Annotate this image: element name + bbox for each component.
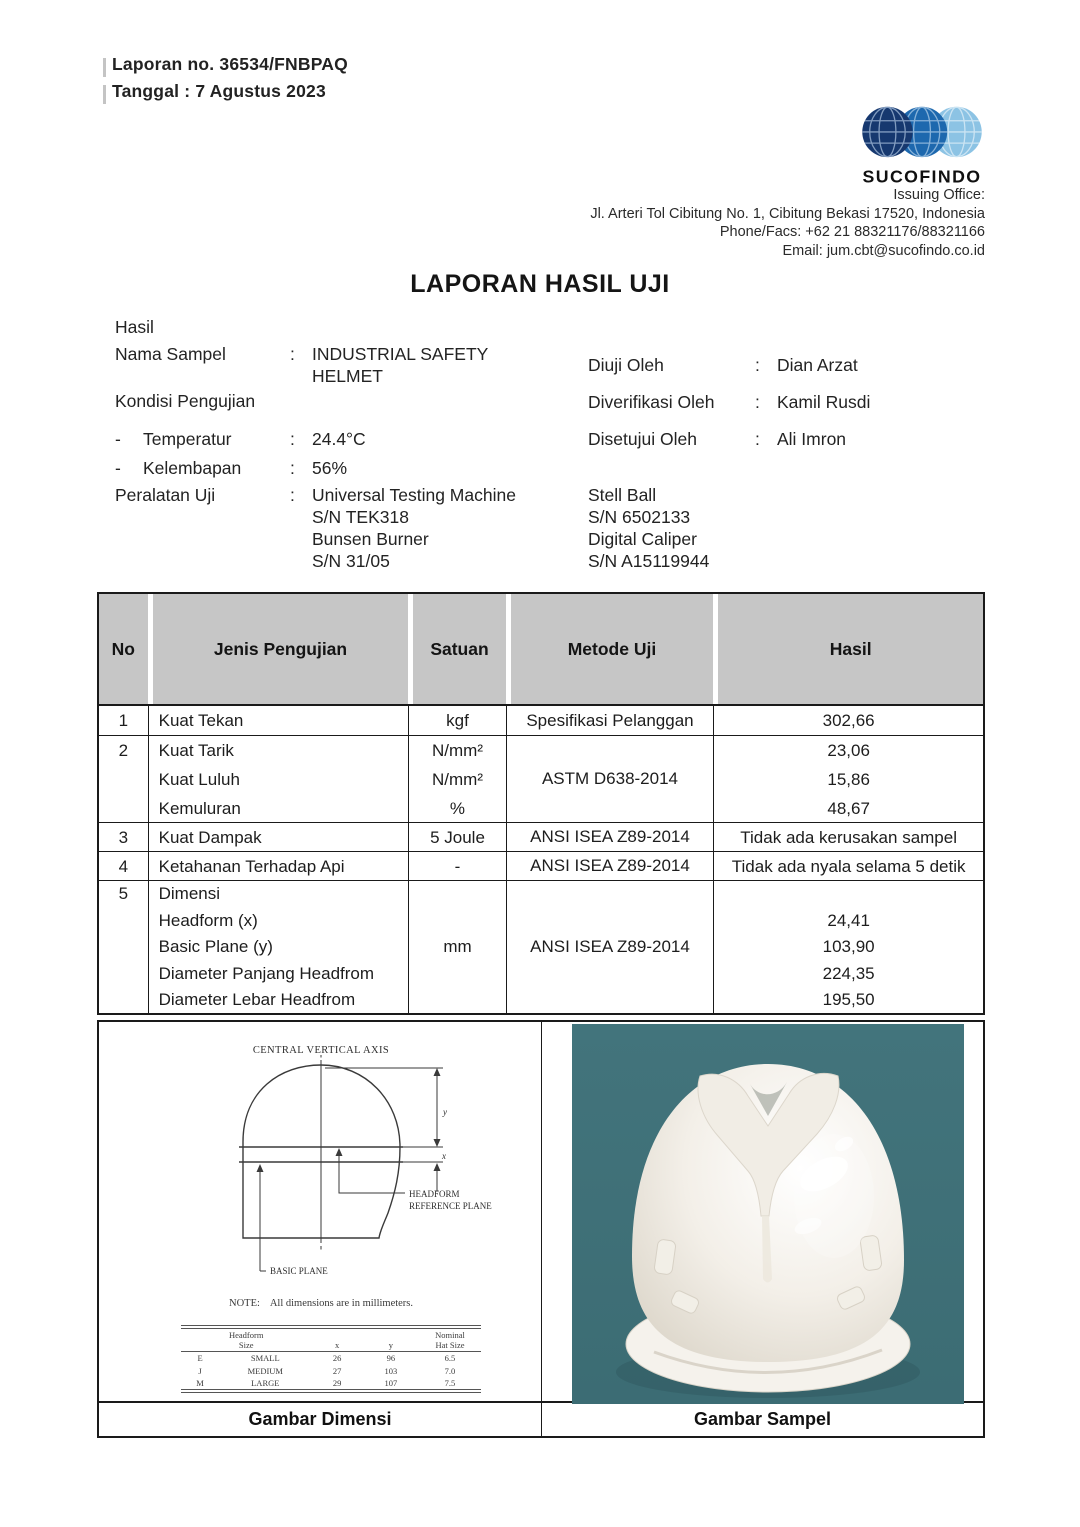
kondisi-label: Kondisi Pengujian bbox=[115, 391, 256, 411]
kelembapan-row: - Kelembapan : 56% bbox=[115, 458, 348, 478]
diagram-note: NOTE: All dimensions are in millimeters. bbox=[229, 1298, 414, 1309]
issuer-phone: Phone/Facs: +62 21 88321176/88321166 bbox=[719, 224, 985, 240]
hasil-line: Hasil bbox=[115, 317, 154, 337]
table-row: 4 Ketahanan Terhadap Api - ANSI ISEA Z89-2014 Tidak ada nyala selama 5 detik bbox=[99, 851, 983, 880]
report-date: Tanggal : 7 Agustus 2023 bbox=[112, 81, 326, 101]
disetujui-label: Disetujui Oleh bbox=[588, 429, 697, 449]
figure-captions bbox=[99, 1401, 983, 1436]
sucofindo-logo bbox=[852, 98, 992, 192]
size-row: E SMALL 26 96 6.5 bbox=[197, 1353, 456, 1364]
diverifikasi-row: Diverifikasi Oleh : Kamil Rusdi bbox=[588, 392, 871, 412]
svg-text:x: x bbox=[442, 1151, 446, 1161]
svg-text:BASIC PLANE: BASIC PLANE bbox=[270, 1266, 328, 1276]
temperatur-row: - Temperatur : 24.4°C bbox=[115, 429, 366, 449]
page-title: LAPORAN HASIL UJI bbox=[410, 270, 670, 298]
results-table bbox=[97, 592, 985, 1015]
svg-text:REFERENCE PLANE: REFERENCE PLANE bbox=[409, 1201, 492, 1211]
dimension-figure-cell bbox=[99, 1022, 542, 1401]
headform-size-table: Headform Size x y Nominal Hat Size E SMALL 26 96 6.5 J MEDIUM 27 103 7.0 M LARGE 29 107 7.5 bbox=[181, 1325, 481, 1393]
peralatan-label: Peralatan Uji bbox=[115, 485, 216, 505]
size-row: J MEDIUM 27 103 7.0 bbox=[198, 1365, 456, 1376]
disetujui-row: Disetujui Oleh : Ali Imron bbox=[588, 429, 847, 449]
issuing-office-block bbox=[590, 186, 985, 260]
peralatan-row: Peralatan Uji : Universal Testing Machine S/N TEK318 Bunsen Burner S/N 31/05 bbox=[115, 485, 516, 571]
svg-text:CENTRAL VERTICAL AXIS: CENTRAL VERTICAL AXIS bbox=[252, 1045, 390, 1056]
diverifikasi-label: Diverifikasi Oleh bbox=[588, 392, 715, 412]
helmet-sample-photo bbox=[572, 1024, 964, 1404]
table-row: 2 Kuat Tarik Kuat Luluh Kemuluran N/mm² N/mm² % ASTM D638-2014 23,06 15,86 48,67 bbox=[99, 735, 983, 822]
issuing-office-label: Issuing Office: bbox=[893, 187, 985, 203]
figure-box bbox=[97, 1020, 985, 1438]
disetujui-value: Ali Imron bbox=[777, 429, 847, 449]
svg-text:y: y bbox=[443, 1107, 447, 1117]
nama-sampel-label: Nama Sampel bbox=[115, 344, 226, 364]
issuer-email: Email: jum.cbt@sucofindo.co.id bbox=[782, 242, 985, 259]
equipment2-block: Stell Ball S/N 6502133 Digital Caliper S/N A15119944 bbox=[588, 485, 710, 571]
size-row: M LARGE 29 107 7.5 bbox=[196, 1377, 456, 1388]
caption-gambar-dimensi: Gambar Dimensi bbox=[99, 1403, 542, 1436]
headform-dimension-diagram bbox=[99, 1027, 542, 1295]
results-table-header: No Jenis Pengujian Satuan Metode Uji Hasil bbox=[99, 594, 983, 706]
peralatan-value: Universal Testing Machine S/N TEK318 Bunsen Burner S/N 31/05 bbox=[312, 485, 516, 571]
kelembapan-value: 56% bbox=[312, 458, 348, 478]
diuji-label: Diuji Oleh bbox=[588, 355, 664, 375]
brand-wordmark: SUCOFINDO bbox=[862, 166, 982, 187]
globe-dark-icon bbox=[862, 107, 912, 157]
scan-artifact-tick bbox=[103, 58, 106, 77]
diuji-value: Dian Arzat bbox=[777, 355, 858, 375]
caption-gambar-sampel: Gambar Sampel bbox=[693, 1409, 832, 1429]
nama-sampel-value: INDUSTRIAL SAFETY HELMET bbox=[312, 344, 489, 386]
diuji-row: Diuji Oleh : Dian Arzat bbox=[588, 355, 858, 375]
scan-artifact-tick bbox=[103, 85, 106, 104]
kelembapan-label: Kelembapan bbox=[143, 458, 242, 478]
table-row: 5 Dimensi Headform (x) Basic Plane (y) Diameter Panjang Headfrom Diameter Lebar Headfrom mm ANSI ISEA Z89-2014 24,41 103,90 224,35 195,50 bbox=[99, 880, 983, 1013]
svg-text:HEADFORM: HEADFORM bbox=[409, 1189, 460, 1199]
sample-photo-cell bbox=[542, 1022, 983, 1401]
diverifikasi-value: Kamil Rusdi bbox=[777, 392, 871, 412]
table-row: 1 Kuat Tekan kgf Spesifikasi Pelanggan 302,66 bbox=[99, 706, 983, 735]
table-row: 3 Kuat Dampak 5 Joule ANSI ISEA Z89-2014 Tidak ada kerusakan sampel bbox=[99, 822, 983, 851]
temperatur-value: 24.4°C bbox=[312, 429, 366, 449]
issuer-address: Jl. Arteri Tol Cibitung No. 1, Cibitung Bekasi 17520, Indonesia bbox=[590, 205, 985, 222]
nama-sampel-row: Nama Sampel : INDUSTRIAL SAFETY HELMET bbox=[115, 344, 489, 386]
temperatur-label: Temperatur bbox=[143, 429, 232, 449]
report-number: Laporan no. 36534/FNBPAQ bbox=[112, 54, 348, 74]
